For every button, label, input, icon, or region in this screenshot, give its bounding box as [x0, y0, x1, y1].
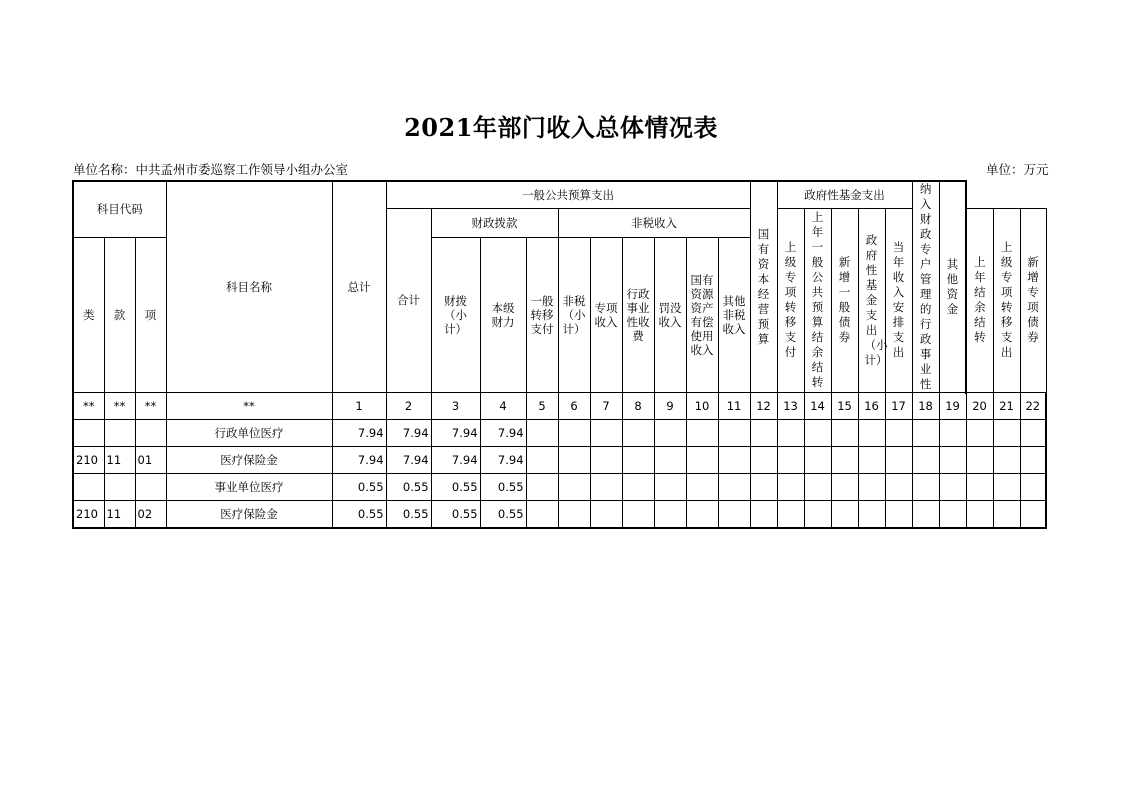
table-row	[73, 420, 1046, 447]
index-col: 11	[718, 393, 750, 420]
index-col: 17	[885, 393, 912, 420]
index-col: 16	[858, 393, 885, 420]
header-col-9: 罚没收入	[654, 237, 686, 392]
header-col-13: 上年一般公共预算结余结转	[804, 208, 831, 393]
cell-benji: 7.94	[480, 447, 526, 474]
cell-kuan: 11	[104, 447, 135, 474]
cell-total: 7.94	[332, 447, 386, 474]
table-row	[73, 474, 1046, 501]
cell-total: 0.55	[332, 474, 386, 501]
cell-heji: 0.55	[386, 474, 431, 501]
cell-lei: 210	[73, 501, 104, 528]
cell-xiang: 02	[135, 501, 166, 528]
cell-caibo: 7.94	[431, 447, 480, 474]
index-col: 20	[966, 393, 993, 420]
header-lei: 类	[73, 237, 104, 392]
header-col-20: 新增专项债券	[1020, 208, 1046, 393]
header-col-17: 当年收入安排支出	[885, 208, 912, 393]
header-code-group: 科目代码	[73, 181, 166, 237]
index-col: 4	[480, 393, 526, 420]
cell-caibo: 7.94	[431, 420, 480, 447]
header-kuan: 款	[104, 237, 135, 392]
header-col-7: 专项收入	[590, 237, 622, 392]
cell-heji: 0.55	[386, 501, 431, 528]
header-col-16: 政府性基金支出（小计）	[858, 208, 885, 393]
header-general-budget: 一般公共预算支出	[386, 181, 750, 208]
header-col-12: 上级专项转移支付	[777, 208, 804, 393]
header-gov-fund: 政府性基金支出	[777, 181, 912, 208]
cell-benji: 0.55	[480, 474, 526, 501]
cell-benji: 7.94	[480, 420, 526, 447]
cell-benji: 0.55	[480, 501, 526, 528]
table-row	[73, 447, 1046, 474]
cell-name: 医疗保险金	[166, 501, 332, 528]
cell-xiang	[135, 474, 166, 501]
cell-kuan: 11	[104, 501, 135, 528]
index-col: 14	[804, 393, 831, 420]
header-col-22: 其他资金	[939, 181, 966, 393]
header-col-6: 非税（小计）	[558, 237, 590, 392]
cell-total: 7.94	[332, 420, 386, 447]
header-col-21: 纳入财政专户管理的行政事业性	[912, 181, 939, 393]
index-col: 5	[526, 393, 558, 420]
index-xiang: **	[135, 393, 166, 420]
cell-lei: 210	[73, 447, 104, 474]
header-col-11: 其他非税收入	[718, 237, 750, 392]
index-kuan: **	[104, 393, 135, 420]
header-col-10: 国有资源资产有偿使用收入	[686, 237, 718, 392]
cell-name: 事业单位医疗	[166, 474, 332, 501]
header-xiang: 项	[135, 237, 166, 392]
header-fiscal: 财政拨款	[431, 208, 558, 237]
index-col: 9	[654, 393, 686, 420]
header-col-15: 国有资本经营预算	[750, 181, 777, 393]
index-col: 18	[912, 393, 939, 420]
cell-heji: 7.94	[386, 420, 431, 447]
header-col-14: 新增一般债券	[831, 208, 858, 393]
index-col: 12	[750, 393, 777, 420]
header-total: 总计	[332, 181, 386, 393]
cell-heji: 7.94	[386, 447, 431, 474]
table-row	[73, 501, 1046, 528]
index-col: 21	[993, 393, 1020, 420]
cell-name: 医疗保险金	[166, 447, 332, 474]
index-col: 6	[558, 393, 590, 420]
cell-xiang	[135, 420, 166, 447]
index-name: **	[166, 393, 332, 420]
index-col: 10	[686, 393, 718, 420]
cell-kuan	[104, 420, 135, 447]
unit-label: 单位：万元	[986, 162, 1049, 177]
header-col-8: 行政事业性收费	[622, 237, 654, 392]
index-col: 22	[1020, 393, 1046, 420]
header-col-5: 一般转移支付	[526, 237, 558, 392]
header-col-4: 本级财力	[480, 237, 526, 392]
index-col: 3	[431, 393, 480, 420]
cell-kuan	[104, 474, 135, 501]
cell-caibo: 0.55	[431, 474, 480, 501]
index-col: 7	[590, 393, 622, 420]
index-col: 1	[332, 393, 386, 420]
cell-lei	[73, 420, 104, 447]
cell-name: 行政单位医疗	[166, 420, 332, 447]
index-col: 2	[386, 393, 431, 420]
cell-total: 0.55	[332, 501, 386, 528]
header-nontax: 非税收入	[558, 208, 750, 237]
index-col: 15	[831, 393, 858, 420]
cell-caibo: 0.55	[431, 501, 480, 528]
cell-lei	[73, 474, 104, 501]
index-lei: **	[73, 393, 104, 420]
income-table	[72, 180, 1047, 529]
index-col: 13	[777, 393, 804, 420]
header-col-18: 上年结余结转	[966, 208, 993, 393]
unit-name: 单位名称：中共孟州市委巡察工作领导小组办公室	[73, 162, 349, 177]
header-col-19: 上级专项转移支出	[993, 208, 1020, 393]
page-title: 2021年部门收入总体情况表	[404, 113, 718, 142]
header-subject-name: 科目名称	[166, 181, 332, 393]
cell-xiang: 01	[135, 447, 166, 474]
header-col-3: 财拨（小计）	[431, 237, 480, 392]
header-heji: 合计	[386, 208, 431, 393]
index-col: 19	[939, 393, 966, 420]
index-col: 8	[622, 393, 654, 420]
